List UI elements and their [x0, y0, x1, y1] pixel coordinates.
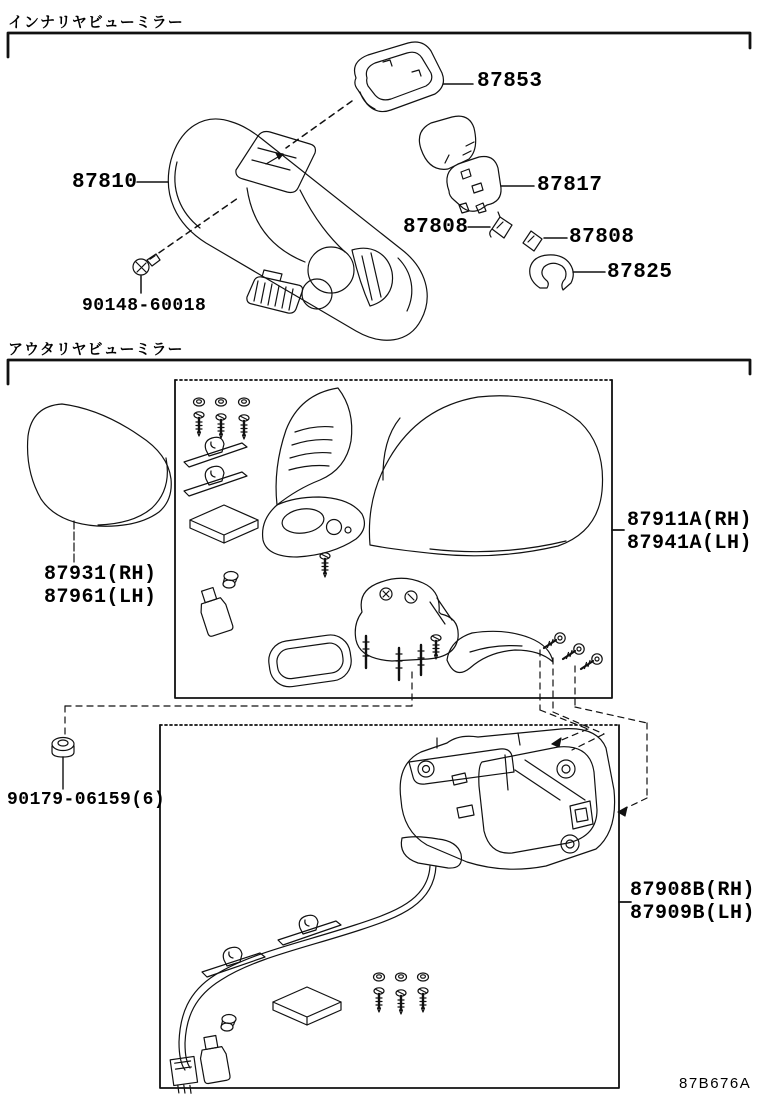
part-label-87808-right[interactable]: 87808: [569, 226, 635, 249]
clip-87825-drawing: [530, 255, 574, 290]
retract-kit-small-parts: [197, 915, 428, 1084]
dashed-arrowhead: [552, 738, 561, 747]
nut-icon: [374, 973, 385, 981]
screw-icon: [239, 415, 249, 439]
mirror-bracket-87817-drawing: [447, 156, 501, 213]
pad-icon: [273, 987, 341, 1025]
clip-87808-right-drawing: [523, 231, 542, 251]
screw-90148-drawing: [133, 254, 160, 275]
screw-icon: [216, 414, 226, 438]
part-label-87825[interactable]: 87825: [607, 261, 673, 284]
grommet-icon: [221, 1015, 236, 1032]
mirror-frame-87853-drawing: [355, 42, 444, 112]
outer-section-rule: [8, 360, 750, 384]
part-label-87808-left[interactable]: 87808: [403, 216, 469, 239]
part-label-87810[interactable]: 87810: [72, 171, 138, 194]
clip-rail-icon: [278, 915, 341, 945]
nut-icon: [239, 398, 250, 406]
inner-mirror-grille-drawing: [247, 270, 303, 313]
screw-icon: [320, 553, 330, 577]
wire-harness-drawing: [170, 866, 436, 1095]
screw-icon: [194, 412, 204, 436]
part-label-87961-lh[interactable]: 87961(LH): [44, 586, 157, 609]
part-label-87911a-rh[interactable]: 87911A(RH): [627, 509, 753, 532]
screw-icon: [563, 644, 584, 659]
part-label-87908b-rh[interactable]: 87908B(RH): [630, 879, 756, 902]
nut-90179-drawing: [52, 738, 74, 790]
outer-section-title: アウタリヤビューミラー: [8, 341, 184, 358]
inner-mirror-mount-drawing: [236, 132, 393, 310]
nut-icon: [418, 973, 429, 981]
mirror-glass-87931-drawing: [28, 404, 172, 562]
screw-icon: [418, 988, 428, 1012]
mirror-assembly-kit-parts: [184, 388, 603, 689]
diagram-code: 87B676A: [679, 1075, 752, 1092]
inner-section-title: インナリヤビューミラー: [8, 14, 184, 31]
pad-icon: [190, 505, 258, 543]
bottle-icon: [195, 585, 234, 637]
screw-icon: [396, 990, 406, 1014]
part-label-87909b-lh[interactable]: 87909B(LH): [630, 902, 756, 925]
part-label-90179-06159[interactable]: 90179-06159(6): [7, 790, 166, 810]
part-label-87931-rh[interactable]: 87931(RH): [44, 563, 157, 586]
screw-icon: [544, 633, 565, 648]
clip-87808-left-drawing: [490, 212, 512, 238]
bottle-icon: [197, 1034, 231, 1084]
retract-motor-drawing: [400, 729, 614, 870]
inner-section-rule: [8, 33, 750, 57]
inner-leader-lines: [137, 84, 605, 293]
part-label-87817[interactable]: 87817: [537, 174, 603, 197]
screw-icon: [581, 654, 602, 669]
grommet-icon: [223, 572, 238, 589]
clip-rail-icon: [184, 437, 247, 467]
assembly-dashed-leaders: [65, 650, 647, 812]
nut-icon: [216, 398, 227, 406]
screw-icon: [431, 635, 441, 659]
nut-icon: [396, 973, 407, 981]
retract-motor-kit-box: [160, 725, 631, 1088]
inner-mirror-body-drawing: [168, 119, 427, 340]
part-label-90148-60018[interactable]: 90148-60018: [82, 296, 207, 316]
nut-icon: [194, 398, 205, 406]
part-label-87853[interactable]: 87853: [477, 70, 543, 93]
part-label-87941a-lh[interactable]: 87941A(LH): [627, 532, 753, 555]
screw-icon: [374, 988, 384, 1012]
clip-rail-icon: [184, 466, 247, 496]
